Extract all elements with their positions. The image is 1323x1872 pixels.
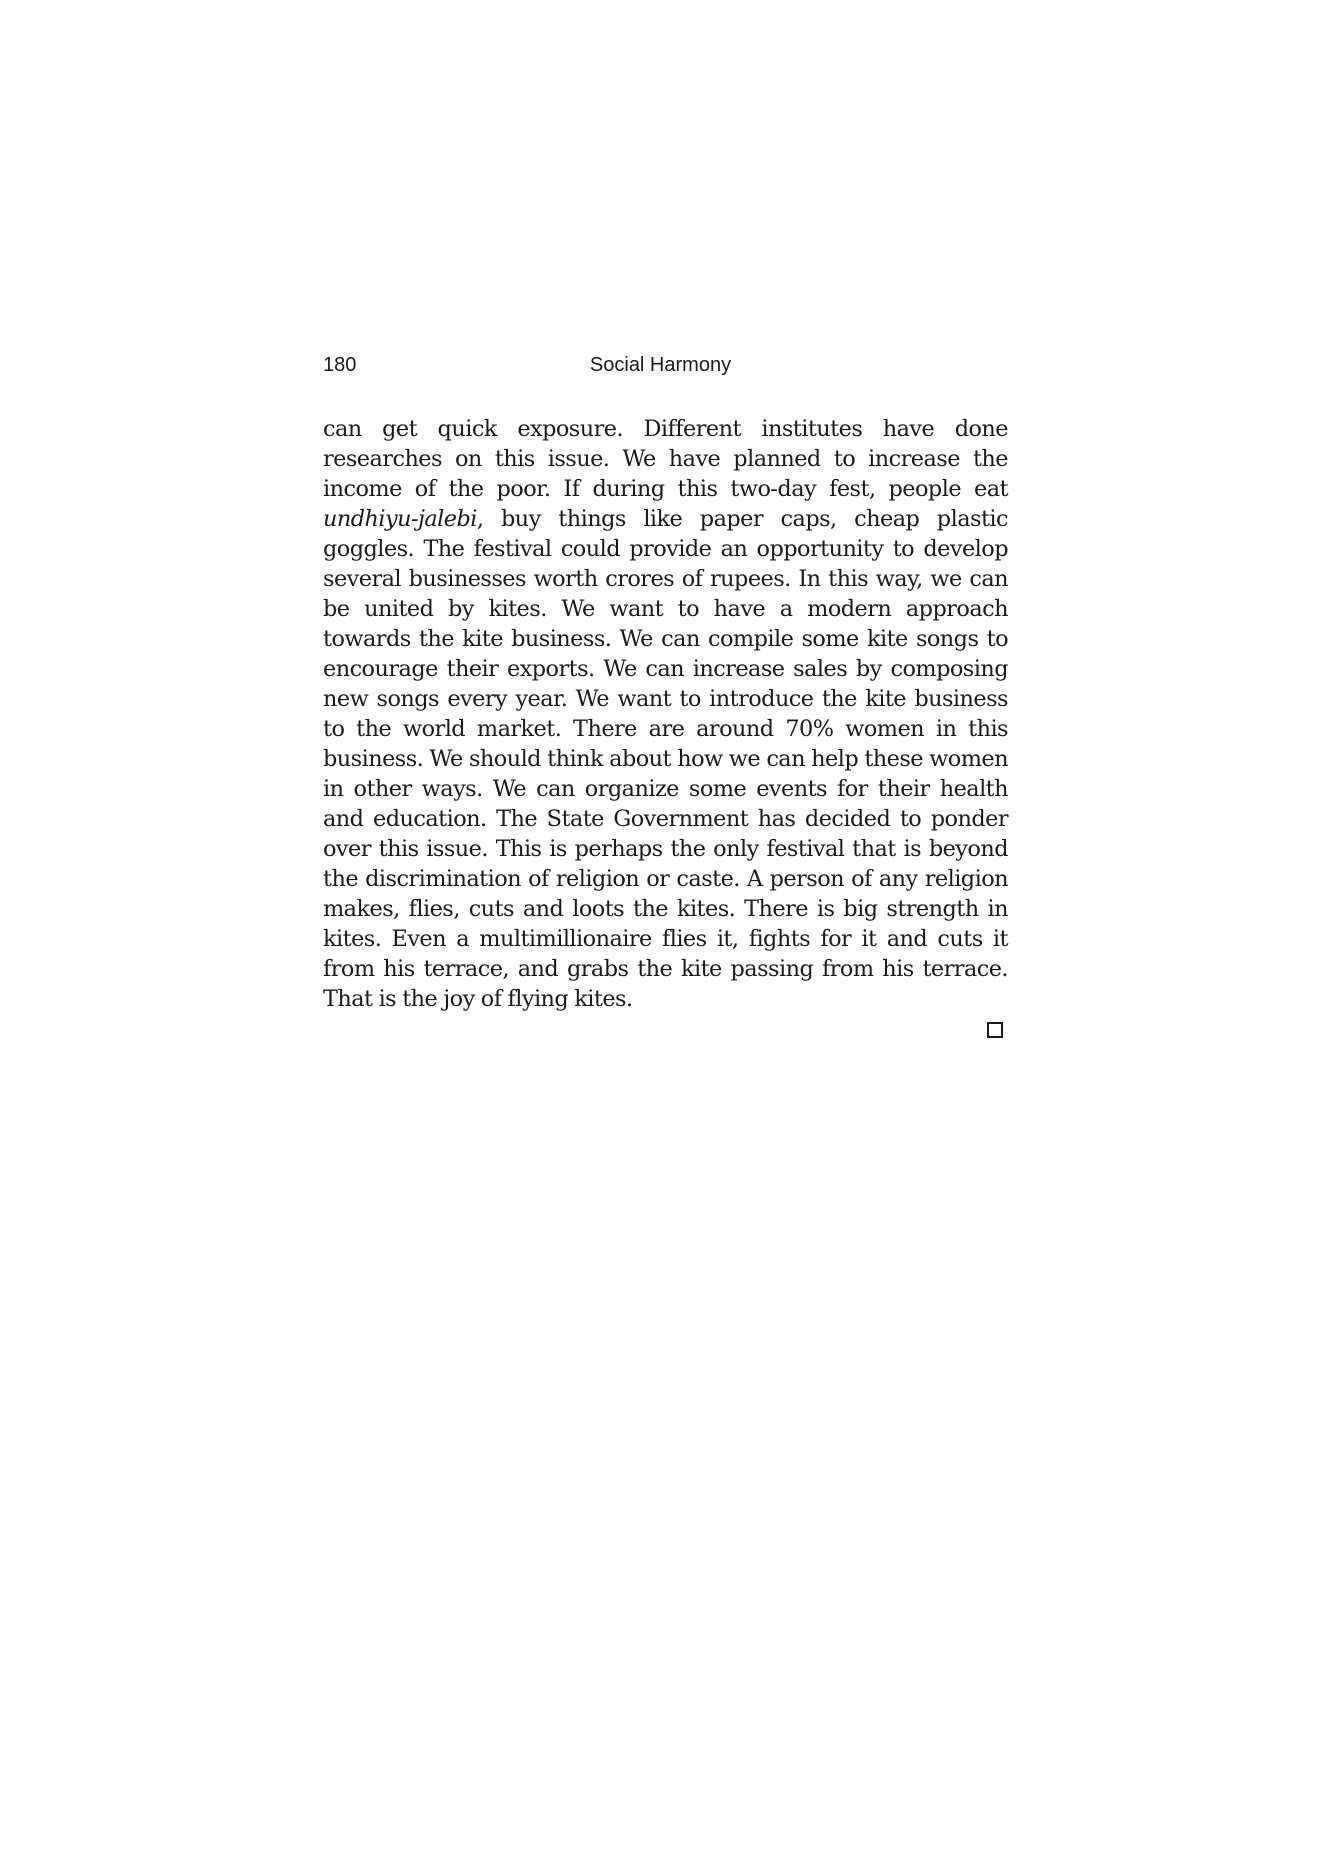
body-text-part-2: , buy things like paper caps, cheap plastic goggles. The festival could provide an opportunity to develop several businesses worth crores of rupees. In this way, we can be united by kites. We want to have a modern approach towards the kite business. We can compile some kite songs to encourage their exports. We can increase sales by composing new songs every year. We want to introduce the kite business to the world market. There are around 70% women in this business. We should think about how we can help these women in other ways. We can organize some events for their health and education. The State Government has decided to ponder over this issue. This is perhaps the only festival that is beyond the discrimination of religion or caste. A person of any religion makes, flies, cuts and loots the kites. There is big strength in kites. Even a multimillionaire flies it, fights for it and cuts it from his terrace, and grabs the kite passing from his terrace. That is the joy of flying kites. xyxy=(323,506,1008,1012)
running-head xyxy=(323,354,1008,382)
square-end-mark-icon xyxy=(987,1022,1003,1038)
italic-term: undhiyu-jalebi xyxy=(323,506,477,532)
body-paragraph xyxy=(323,414,1008,1014)
body-text-part-1: can get quick exposure. Different institutes have done researches on this issue. We have planned to increase the income of the poor. If during this two-day fest, people eat xyxy=(323,416,1008,502)
running-title: Social Harmony xyxy=(589,354,732,376)
page-number: 180 xyxy=(323,354,357,376)
